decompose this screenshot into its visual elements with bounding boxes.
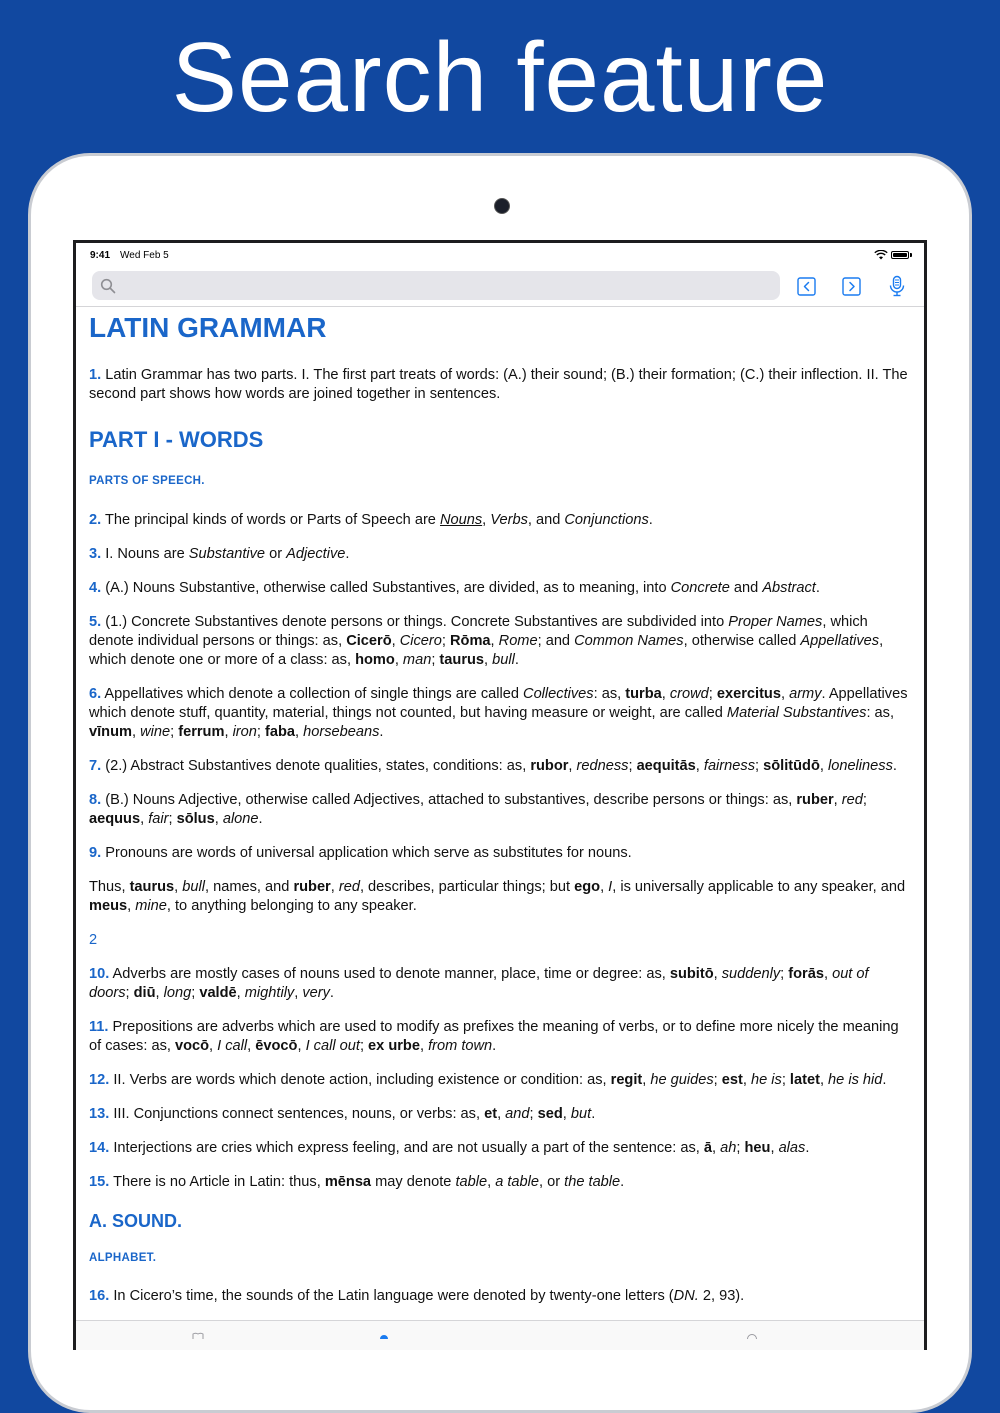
microphone-button[interactable] xyxy=(886,275,908,297)
paragraph-12: 12. II. Verbs are words which denote action, including existence or condition: as, regit, he guides; est, he is; latet, he is hid. xyxy=(89,1072,887,1088)
paragraph-number[interactable]: 8. xyxy=(89,792,102,808)
paragraph-1: 1. Latin Grammar has two parts. I. The first part treats of words: (A.) their sound; (B.) their formation; (C.) their inflection. II. The second part shows how words are joined together in sentences. xyxy=(89,367,908,402)
paragraph-number[interactable]: 2. xyxy=(89,512,102,528)
search-input[interactable] xyxy=(122,275,766,298)
status-time: 9:41 xyxy=(90,250,111,261)
ipad-screen xyxy=(73,240,927,1350)
paragraph-6: 6. Appellatives which denote a collection of single things are called Collectives: as, turba, crowd; exercitus, army. Appellatives which denote stuff, quantity, material, things not counted, but having measure or weight, are called Material Substantives: as, vīnum, wine; ferrum, iron; faba, horsebeans. xyxy=(89,686,908,740)
page-number: 2 xyxy=(89,932,98,948)
tab-search-icon[interactable] xyxy=(378,1331,390,1339)
paragraph-number[interactable]: 14. xyxy=(89,1140,110,1156)
paragraph-number[interactable]: 3. xyxy=(89,546,102,562)
app-window xyxy=(76,243,924,1350)
battery-tip xyxy=(910,253,912,257)
paragraph-2: 2. The principal kinds of words or Parts of Speech are Nouns, Verbs, and Conjunctions. xyxy=(89,512,653,528)
paragraph-9: 9. Pronouns are words of universal application which serve as substitutes for nouns. xyxy=(89,845,632,861)
paragraph-number[interactable]: 10. xyxy=(89,966,110,982)
paragraph-number[interactable]: 7. xyxy=(89,758,102,774)
subsection-title-alphabet: ALPHABET. xyxy=(89,1252,157,1264)
paragraph-number[interactable]: 16. xyxy=(89,1288,110,1304)
subsection-title-parts-of-speech: PARTS OF SPEECH. xyxy=(89,475,205,487)
paragraph-number[interactable]: 13. xyxy=(89,1106,110,1122)
document-content xyxy=(89,307,911,1306)
paragraph-number[interactable]: 4. xyxy=(89,580,102,596)
paragraph-11: 11. Prepositions are adverbs which are used to modify as prefixes the meaning of verbs, or to define more nicely the meaning of cases: as, vocō, I call, ēvocō, I call out; ex urbe, from town. xyxy=(89,1019,899,1054)
tab-book-icon[interactable] xyxy=(192,1331,204,1339)
tab-info-icon[interactable] xyxy=(746,1331,758,1339)
search-icon xyxy=(100,278,116,294)
status-bar xyxy=(76,243,924,265)
toolbar xyxy=(76,265,924,307)
paragraph-number[interactable]: 5. xyxy=(89,614,102,630)
page-title: LATIN GRAMMAR xyxy=(89,312,327,343)
battery-icon xyxy=(891,251,909,259)
paragraph-13: 13. III. Conjunctions connect sentences, nouns, or verbs: as, et, and; sed, but. xyxy=(89,1106,596,1122)
paragraph-number[interactable]: 1. xyxy=(89,367,102,383)
paragraph-15: 15. There is no Article in Latin: thus, mēnsa may denote table, a table, or the table. xyxy=(89,1174,625,1190)
paragraph-number[interactable]: 11. xyxy=(89,1019,109,1035)
paragraph-number[interactable]: 6. xyxy=(89,686,102,702)
headline: Search feature xyxy=(171,22,829,132)
paragraph-number[interactable]: 15. xyxy=(89,1174,110,1190)
paragraph-10: 10. Adverbs are mostly cases of nouns used to denote manner, place, time or degree: as, subitō, suddenly; forās, out of doors; diū, long; valdē, mightily, very. xyxy=(89,966,869,1001)
paragraph-number[interactable]: 9. xyxy=(89,845,102,861)
tab-bar xyxy=(76,1320,924,1350)
section-title-part-1: PART I - WORDS xyxy=(89,427,264,452)
wifi-icon xyxy=(874,250,888,260)
camera-icon xyxy=(494,198,510,214)
status-date: Wed Feb 5 xyxy=(120,250,169,261)
paragraph-5: 5. (1.) Concrete Substantives denote persons or things. Concrete Substantives are subdivided into Proper Names, which denote individual persons or things: as, Cicerō, Cicero; Rōma, Rome; and Common Names, otherwise called Appellatives, which denote one or more of a class: as, homo, man; taurus, bull. xyxy=(89,614,884,668)
paragraph-3: 3. I. Nouns are Substantive or Adjective. xyxy=(89,546,350,562)
next-result-button[interactable] xyxy=(841,275,863,297)
previous-result-button[interactable] xyxy=(796,275,818,297)
paragraph-7: 7. (2.) Abstract Substantives denote qualities, states, conditions: as, rubor, redness; aequitās, fairness; sōlitūdō, loneliness. xyxy=(89,758,897,774)
paragraph-4: 4. (A.) Nouns Substantive, otherwise called Substantives, are divided, as to meaning, into Concrete and Abstract. xyxy=(89,580,820,596)
paragraph-16: 16. In Cicero’s time, the sounds of the Latin language were denoted by twenty-one letters (DN. 2, 93). xyxy=(89,1288,745,1304)
paragraph-9-continued: Thus, taurus, bull, names, and ruber, red, describes, particular things; but ego, I, is universally applicable to any speaker, and meus, mine, to anything belonging to any speaker. xyxy=(89,879,906,914)
section-title-sound: A. SOUND. xyxy=(89,1211,183,1231)
paragraph-number[interactable]: 12. xyxy=(89,1072,110,1088)
paragraph-14: 14. Interjections are cries which express feeling, and are not usually a part of the sentence: as, ā, ah; heu, alas. xyxy=(89,1140,810,1156)
search-bar[interactable] xyxy=(92,271,780,300)
paragraph-8: 8. (B.) Nouns Adjective, otherwise called Adjectives, attached to substantives, describe persons or things: as, ruber, red; aequus, fair; sōlus, alone. xyxy=(89,792,867,827)
